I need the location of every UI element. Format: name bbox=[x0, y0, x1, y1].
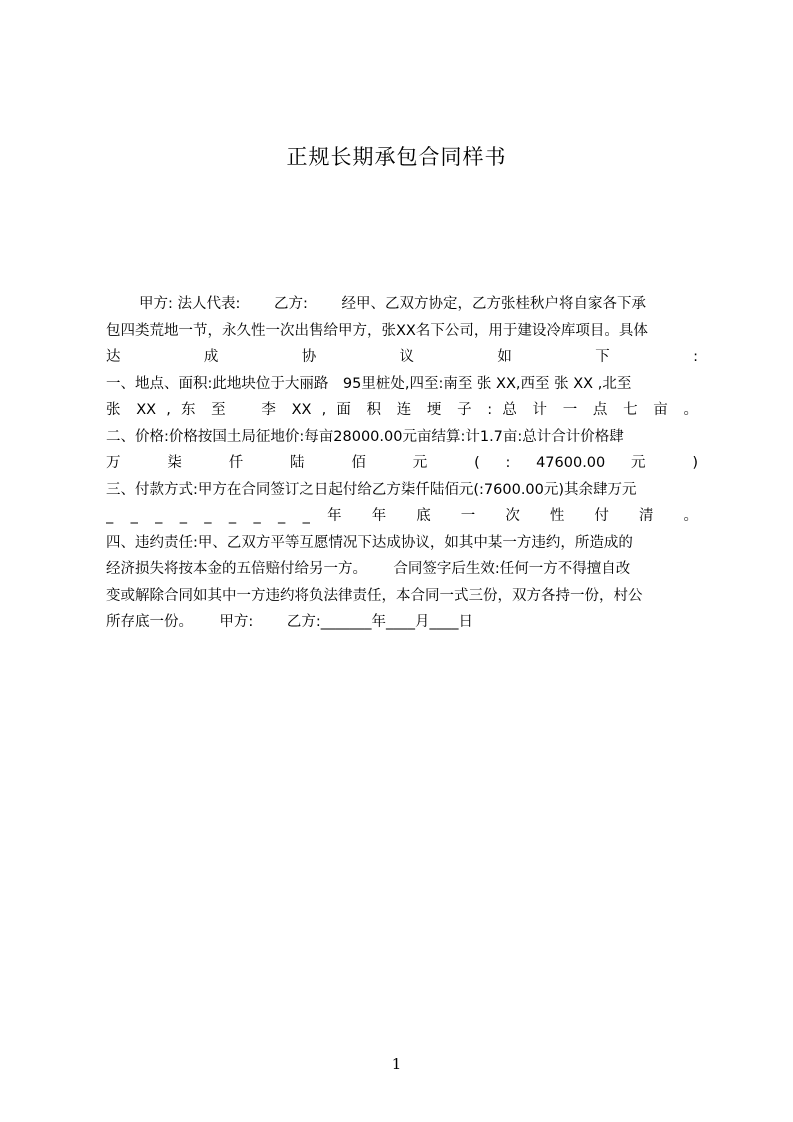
contract-line-1: 甲方: 法人代表: 乙方: 经甲、乙双方协定，乙方张桂秋户将自家各下承 bbox=[139, 296, 646, 312]
contract-line-6: 二、价格:价格按国土局征地价:每亩28000.00元亩结算:计1.7亩:总计合计价格肆 bbox=[106, 428, 624, 445]
contract-line-8: 三、付款方式:甲方在合同签订之日起付给乙方柒仟陆佰元(:7600.00元)其余肆万元 bbox=[106, 481, 637, 498]
contract-line-11: 经济损失将按本金的五倍赔付给另一方。 合同签字后生效:任何一方不得擅自改 bbox=[106, 561, 631, 577]
contract-line-7: 万 柒 仟 陆 佰 元 ( : 47600.00 元 ) bbox=[106, 455, 698, 471]
contract-line-9: _ _ _ _ _ _ _ _ _ 年 年 底 一 次 性 付 清 。 bbox=[106, 508, 698, 524]
contract-body bbox=[106, 291, 698, 636]
contract-line-2: 包四类荒地一节，永久性一次出售给甲方，张XX名下公司，用于建设冷库项目。具体 bbox=[106, 322, 648, 339]
contract-line-5: 张 XX , 东 至 李 XX , 面 积 连 埂 子 : 总 计 一 点 七 亩 。 bbox=[106, 402, 698, 418]
page-number: 1 bbox=[391, 1055, 402, 1073]
contract-line-4: 一、地点、面积:此地块位于大丽路 95里桩处,四至:南至 张 XX,西至 张 XX ,北至 bbox=[106, 375, 632, 392]
contract-line-3: 达 成 协 议 如 下 : bbox=[106, 349, 698, 365]
document-title: 正规长期承包合同样书 bbox=[286, 145, 507, 169]
contract-line-13: 所存底一份。 甲方: 乙方:_______年____月____日 bbox=[106, 614, 473, 630]
contract-line-10: 四、违约责任:甲、乙双方平等互愿情况下达成协议，如其中某一方违约，所造成的 bbox=[106, 534, 633, 551]
contract-line-12: 变或解除合同如其中一方违约将负法律责任，本合同一式三份，双方各持一份，村公 bbox=[106, 587, 643, 604]
